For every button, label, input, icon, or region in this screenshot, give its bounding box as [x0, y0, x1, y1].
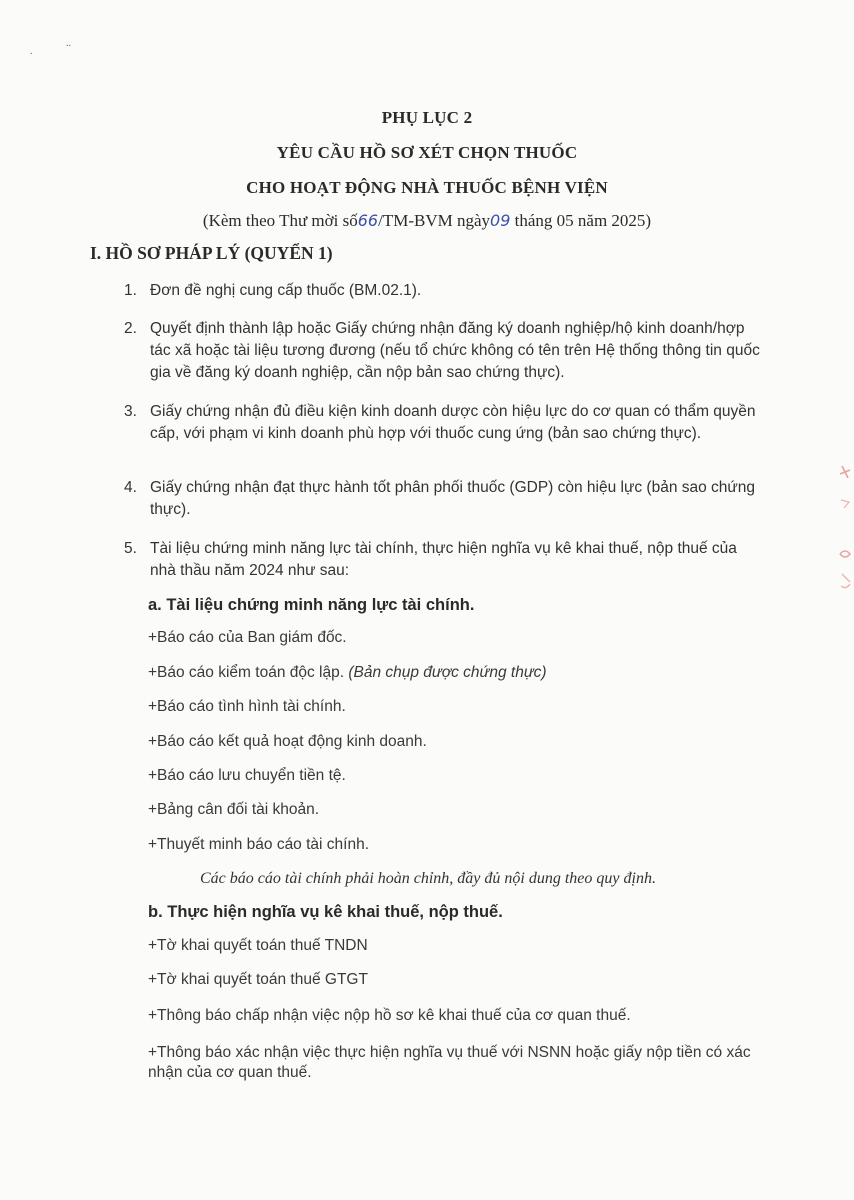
tax-doc-line: +Tờ khai quyết toán thuế TNDN — [148, 937, 368, 954]
list-item — [124, 538, 764, 582]
document-title-line-1: YÊU CẦU HỒ SƠ XÉT CHỌN THUỐC — [276, 143, 578, 162]
tax-doc-line: +Thông báo chấp nhận việc nộp hồ sơ kê khai thuế của cơ quan thuế. — [148, 1007, 631, 1024]
document-subtitle — [0, 211, 854, 231]
list-item — [124, 477, 764, 521]
handwritten-day: 09 — [490, 211, 511, 230]
stamp-fragment-icon — [836, 462, 854, 612]
financial-doc-line: +Báo cáo của Ban giám đốc. — [148, 629, 347, 646]
financial-doc-line: +Báo cáo tình hình tài chính. — [148, 698, 346, 715]
subtitle-suffix: tháng 05 năm 2025) — [514, 211, 652, 230]
handwritten-letter-number: 66 — [357, 211, 379, 230]
list-item-text: Tài liệu chứng minh năng lực tài chính, thực hiện nghĩa vụ kê khai thuế, nộp thuế của nhà thầu năm 2024 như sau: — [150, 540, 737, 579]
document-title-line-2: CHO HOẠT ĐỘNG NHÀ THUỐC BỆNH VIỆN — [246, 178, 608, 197]
list-item-text: Quyết định thành lập hoặc Giấy chứng nhận đăng ký doanh nghiệp/hộ kinh doanh/hợp tác xã hoặc tài liệu tương đương (nếu tổ chức không có tên trên Hệ thống thông tin quốc gia về đăng ký doanh nghiệp, cần nộp bản sao chứng thực). — [150, 320, 760, 381]
list-item-text: Giấy chứng nhận đủ điều kiện kinh doanh dược còn hiệu lực do cơ quan có thẩm quyền cấp, với phạm vi kinh doanh phù hợp với thuốc cung ứng (bản sao chứng thực). — [150, 403, 756, 442]
financial-doc-line: +Báo cáo kết quả hoạt động kinh doanh. — [148, 733, 427, 750]
financial-doc-text: +Báo cáo kiểm toán độc lập. — [148, 664, 345, 681]
financial-doc-line: +Bảng cân đối tài khoản. — [148, 801, 320, 818]
subsection-a-title: a. Tài liệu chứng minh năng lực tài chính. — [148, 596, 475, 614]
audit-note: (Bản chụp được chứng thực) — [348, 664, 547, 681]
scan-speck: . — [30, 46, 33, 57]
appendix-label: PHỤ LỤC 2 — [381, 108, 473, 127]
financial-doc-line: +Thuyết minh báo cáo tài chính. — [148, 836, 370, 853]
list-item-number: 1. — [124, 282, 137, 299]
section-title: I. HỒ SƠ PHÁP LÝ (QUYỂN 1) — [90, 243, 333, 263]
financial-closing-note: Các báo cáo tài chính phải hoàn chỉnh, đầy đủ nội dung theo quy định. — [200, 870, 656, 887]
tax-doc-line: +Tờ khai quyết toán thuế GTGT — [148, 971, 368, 988]
list-item-number: 4. — [124, 479, 137, 496]
list-item — [124, 318, 764, 384]
list-item-number: 5. — [124, 540, 137, 557]
list-item-number: 3. — [124, 403, 137, 420]
subtitle-prefix: (Kèm theo Thư mời số — [202, 211, 358, 230]
subtitle-middle: /TM-BVM ngày — [378, 211, 491, 230]
list-item — [124, 401, 764, 445]
scan-speck: .. — [66, 38, 71, 49]
tax-doc-line: +Thông báo xác nhận việc thực hiện nghĩa vụ thuế với NSNN hoặc giấy nộp tiền có xác nhận của cơ quan thuế. — [148, 1044, 751, 1081]
list-item-text: Giấy chứng nhận đạt thực hành tốt phân phối thuốc (GDP) còn hiệu lực (bản sao chứng thực). — [150, 479, 756, 518]
financial-doc-line — [148, 663, 768, 683]
financial-doc-line: +Báo cáo lưu chuyển tiền tệ. — [148, 767, 346, 784]
list-item-number: 2. — [124, 320, 137, 337]
red-stamp-edge — [836, 462, 854, 615]
list-item — [124, 280, 764, 302]
subsection-b-title: b. Thực hiện nghĩa vụ kê khai thuế, nộp thuế. — [148, 903, 503, 921]
list-item-text: Đơn đề nghị cung cấp thuốc (BM.02.1). — [150, 282, 422, 299]
